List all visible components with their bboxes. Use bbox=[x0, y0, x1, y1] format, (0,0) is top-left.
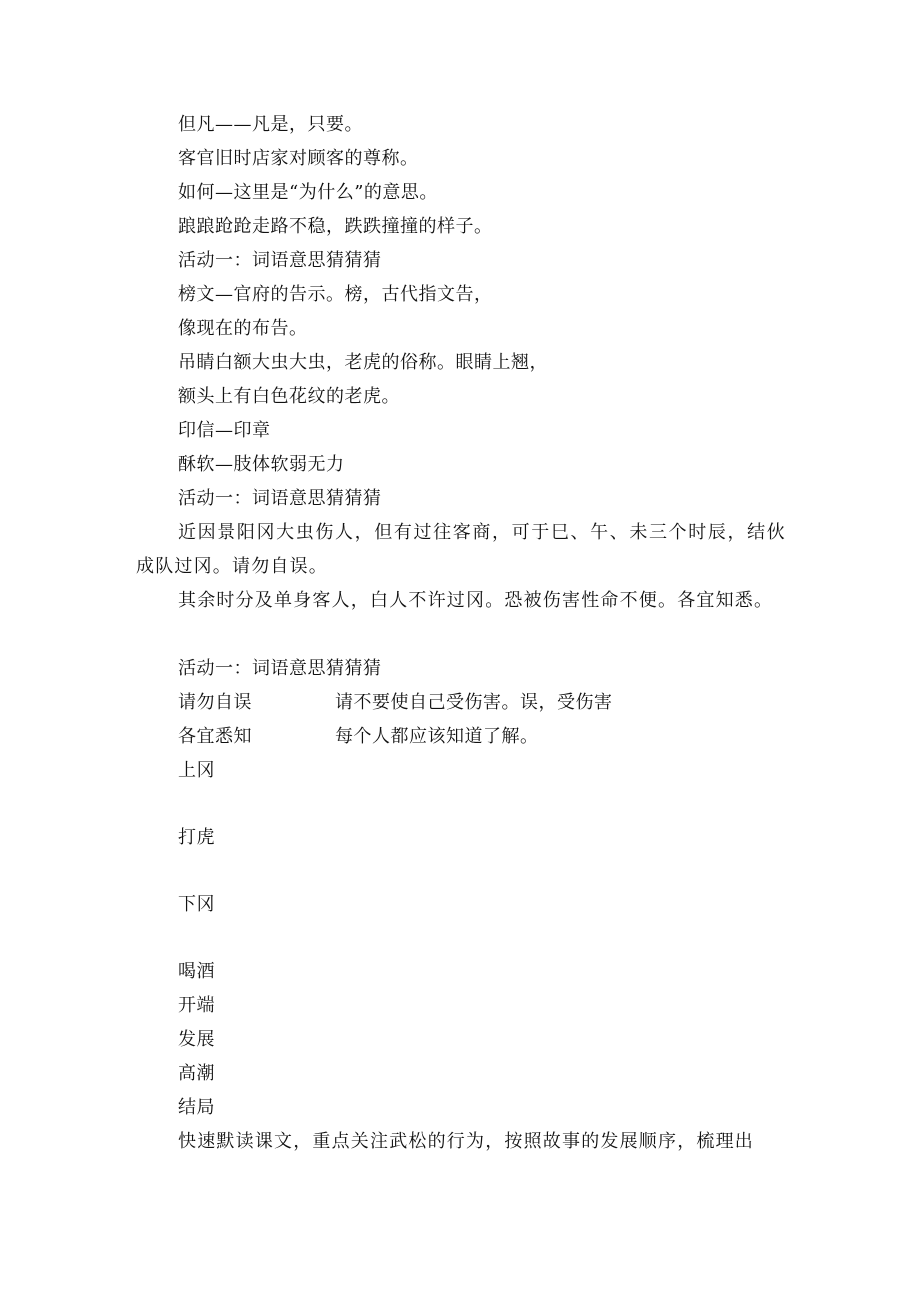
instruction-text: 快速默读课文，重点关注武松的行为，按照故事的发展顺序，梳理出 bbox=[178, 1131, 754, 1152]
plot-event: 打虎 bbox=[178, 827, 215, 848]
definition-line: 踉踉跄跄走路不稳，跌跌撞撞的样子。 bbox=[178, 216, 493, 237]
notice-paragraph: 近因景阳冈大虫伤人，但有过往客商，可于巳、午、未三个时辰，结伙成队过冈。请勿自误。 bbox=[136, 522, 786, 577]
definition-line: 榜文—官府的告示。榜，古代指文告， bbox=[178, 284, 493, 305]
plot-stage: 开端 bbox=[178, 995, 215, 1016]
definition-line: 但凡——凡是，只要。 bbox=[178, 114, 363, 135]
definition-line: 像现在的布告。 bbox=[178, 318, 308, 339]
plot-stage: 发展 bbox=[178, 1029, 215, 1050]
definition-line: 如何—这里是“为什么”的意思。 bbox=[178, 182, 438, 203]
plot-event: 上冈 bbox=[178, 760, 215, 781]
definition-line: 酥软—肢体软弱无力 bbox=[178, 454, 345, 475]
definition-line: 吊睛白额大虫大虫，老虎的俗称。眼睛上翘， bbox=[178, 352, 548, 373]
activity-heading: 活动一：词语意思猜猜猜 bbox=[178, 250, 382, 271]
plot-stage: 高潮 bbox=[178, 1063, 215, 1084]
term-word: 各宜悉知 bbox=[178, 726, 252, 747]
term-meaning: 每个人都应该知道了解。 bbox=[335, 726, 539, 747]
term-word: 请勿自误 bbox=[178, 692, 252, 713]
activity-heading: 活动一：词语意思猜猜猜 bbox=[178, 488, 382, 509]
definition-line: 印信—印章 bbox=[178, 420, 271, 441]
term-meaning: 请不要使自己受伤害。误，受伤害 bbox=[335, 692, 613, 713]
plot-stage: 结局 bbox=[178, 1097, 215, 1118]
definition-line: 额头上有白色花纹的老虎。 bbox=[178, 386, 400, 407]
notice-paragraph: 其余时分及单身客人，白人不许过冈。恐被伤害性命不便。各宜知悉。 bbox=[178, 590, 774, 611]
plot-event: 下冈 bbox=[178, 894, 215, 915]
plot-event: 喝酒 bbox=[178, 961, 215, 982]
definition-line: 客官旧时店家对顾客的尊称。 bbox=[178, 148, 419, 169]
activity-heading: 活动一：词语意思猜猜猜 bbox=[178, 658, 382, 679]
